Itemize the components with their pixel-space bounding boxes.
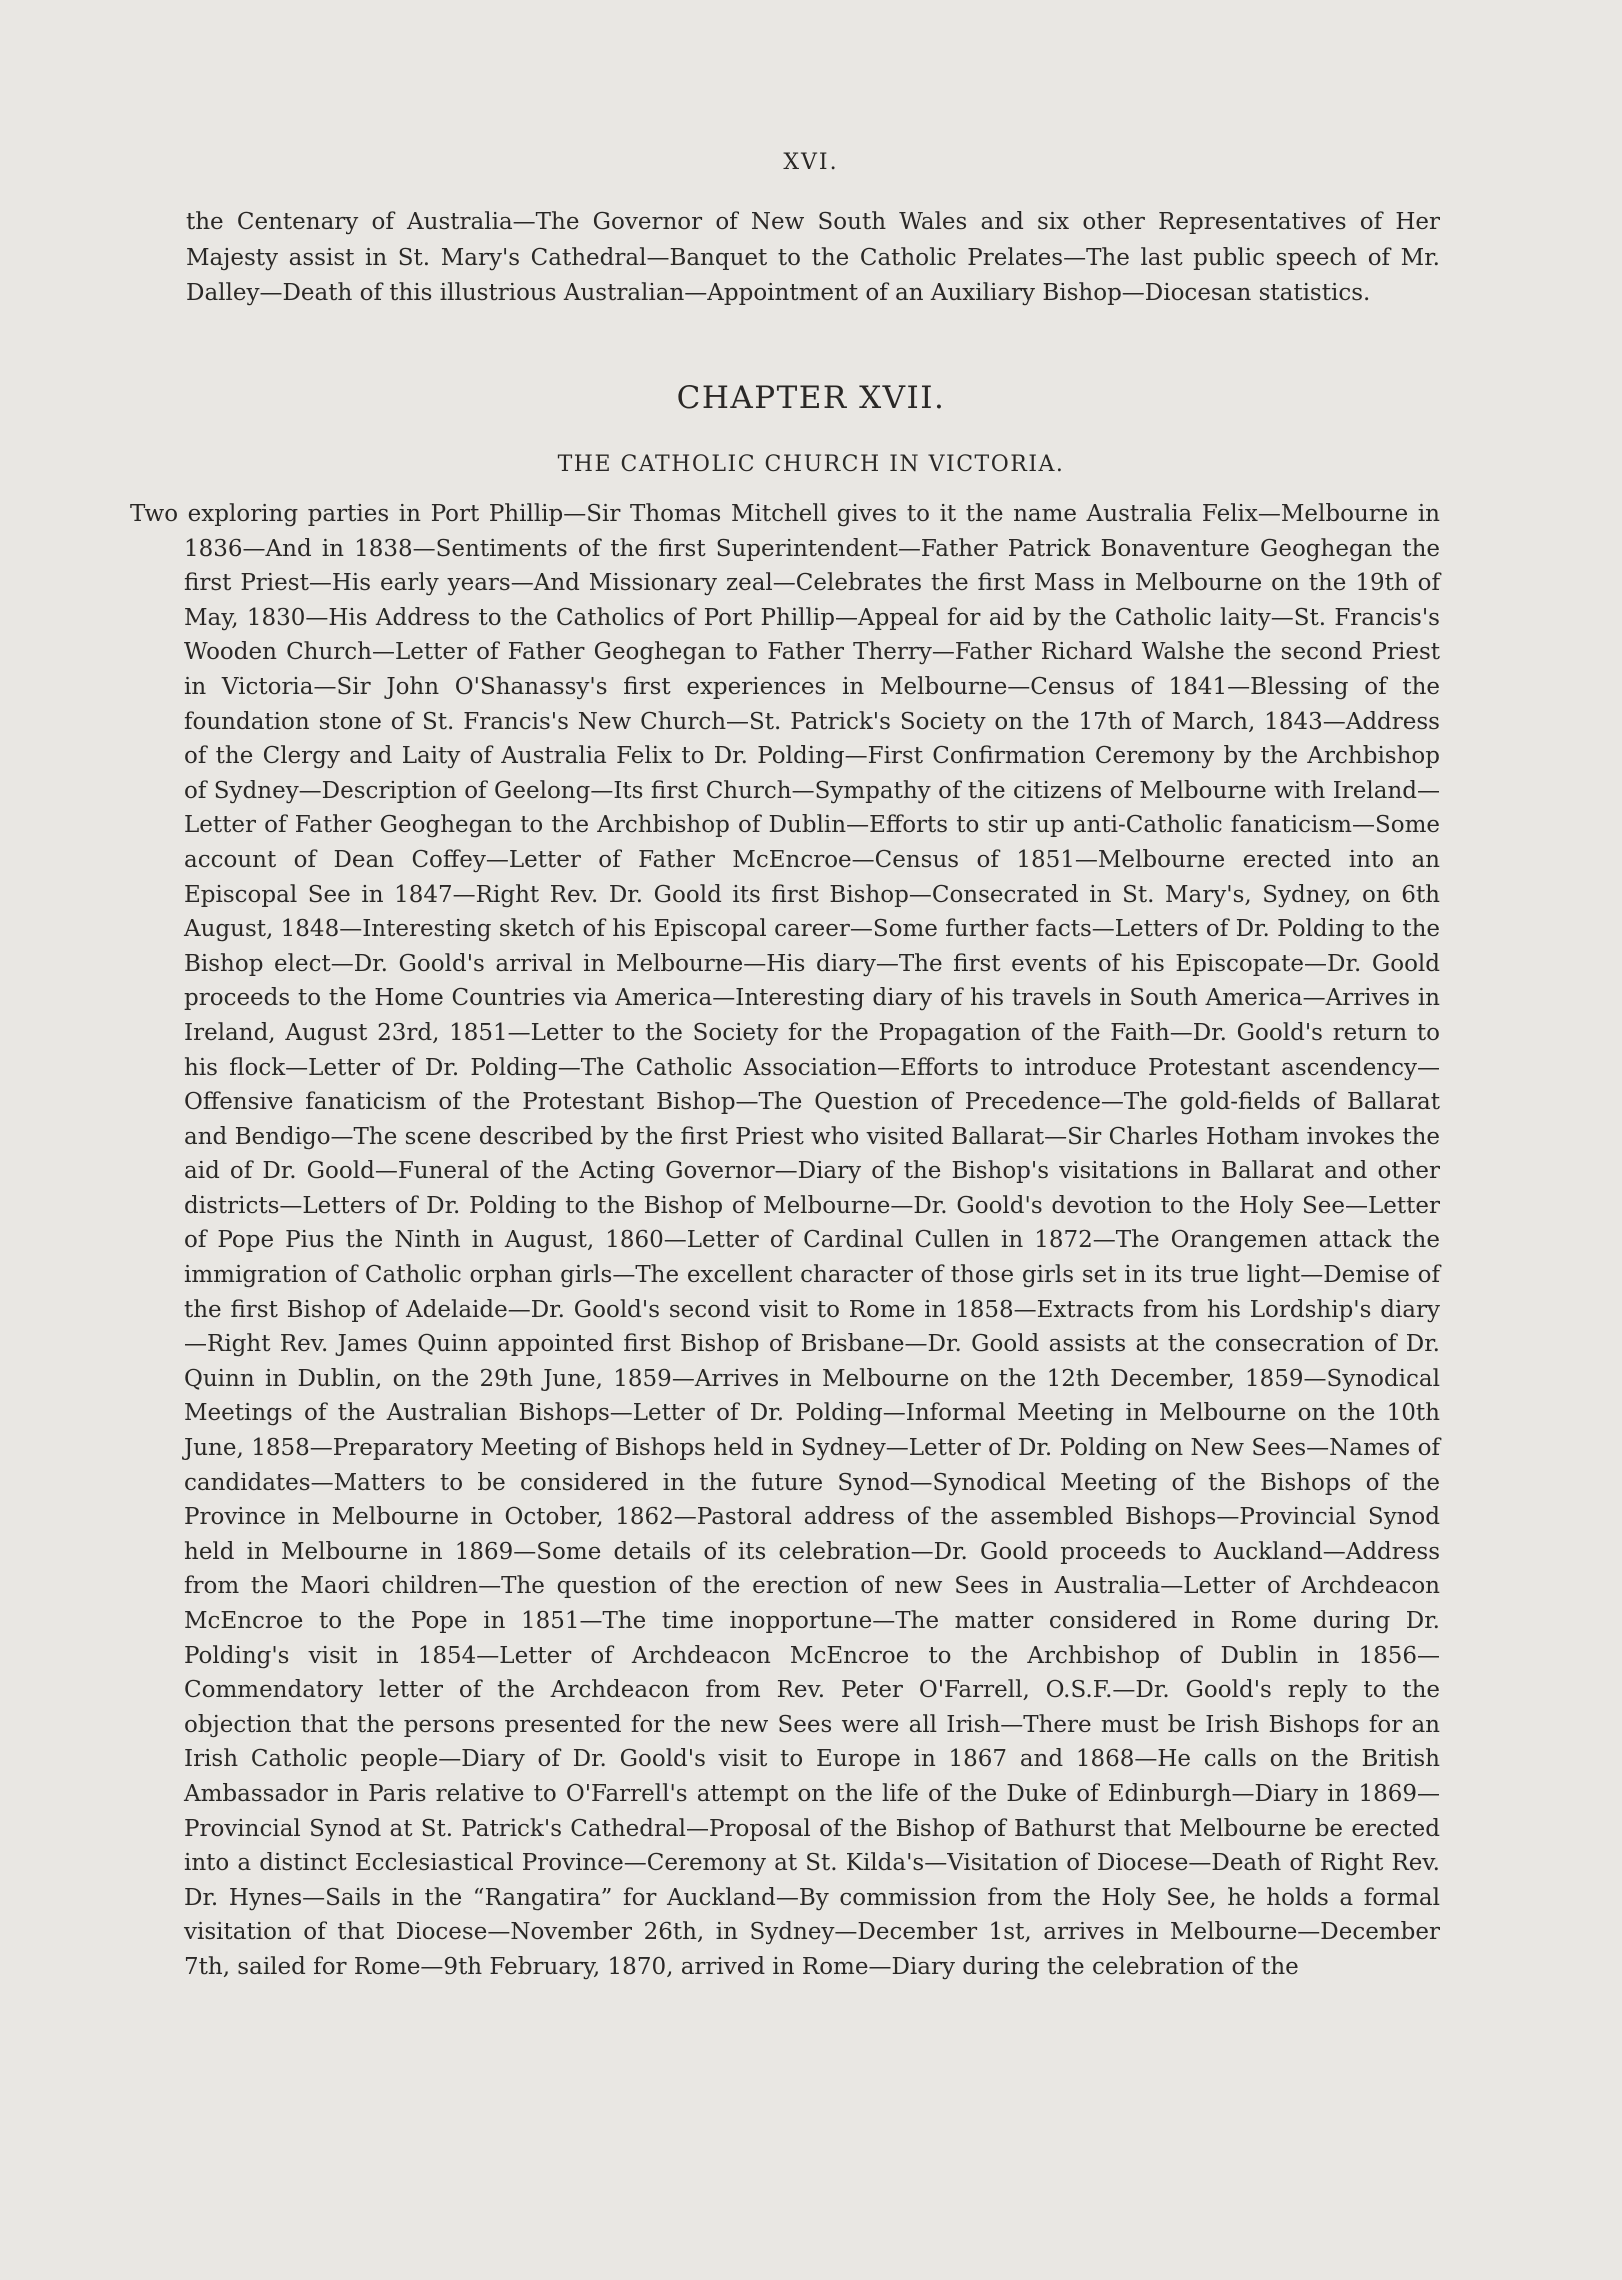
intro-paragraph: the Centenary of Australia—The Governor of New South Wales and six other Representatives of Her Majesty assist in St. Mary's Cathedral—Banquet to the Catholic Prelates—The last public speech of Mr. Dalley—Death of this illustrious Australian—Appointment of an Auxiliary Bishop—Diocesan statistics. bbox=[186, 209, 1440, 306]
chapter-title: CHAPTER XVII. bbox=[676, 380, 946, 416]
chapter-subtitle: THE CATHOLIC CHURCH IN VICTORIA. bbox=[557, 452, 1065, 477]
chapter-synopsis bbox=[130, 497, 1440, 1985]
page-number: XVI. bbox=[783, 150, 839, 175]
chapter-synopsis-text: Two exploring parties in Port Phillip—Sir Thomas Mitchell gives to it the name Australia Felix—Melbourne in 1836—And in 1838—Sentiments of the first Superintendent—Father Patrick Bonaventure Geoghegan the first Priest—His early years—And Missionary zeal—Celebrates the first Mass in Melbourne on the 19th of May, 1830—His Address to the Catholics of Port Phillip—Appeal for aid by the Catholic laity—St. Francis's Wooden Church—Letter of Father Geoghegan to Father Therry—Father Richard Walshe the second Priest in Victoria—Sir John O'Shanassy's first experiences in Melbourne—Census of 1841—Blessing of the foundation stone of St. Francis's New Church—St. Patrick's Society on the 17th of March, 1843—Address of the Clergy and Laity of Australia Felix to Dr. Polding—First Confirmation Ceremony by the Archbishop of Sydney—Description of Geelong—Its first Church—Sympathy of the citizens of Melbourne with Ireland—Letter of Father Geoghegan to the Archbishop of Dublin—Efforts to stir up anti-Catholic fanaticism—Some account of Dean Coffey—Letter of Father McEncroe—Census of 1851—Melbourne erected into an Episcopal See in 1847—Right Rev. Dr. Goold its first Bishop—Consecrated in St. Mary's, Sydney, on 6th August, 1848—Interesting sketch of his Episcopal career—Some further facts—Letters of Dr. Polding to the Bishop elect—Dr. Goold's arrival in Melbourne—His diary—The first events of his Episcopate—Dr. Goold proceeds to the Home Countries via America—Interesting diary of his travels in South America—Arrives in Ireland, August 23rd, 1851—Letter to the Society for the Propagation of the Faith—Dr. Goold's return to his flock—Letter of Dr. Polding—The Catholic Association—Efforts to introduce Protestant ascendency—Offensive fanaticism of the Protestant Bishop—The Question of Precedence—The gold-fields of Ballarat and Bendigo—The scene described by the first Priest who visited Ballarat—Sir Charles Hotham invokes the aid of Dr. Goold—Funeral of the Acting Governor—Diary of the Bishop's visitations in Ballarat and other districts—Letters of Dr. Polding to the Bishop of Melbourne—Dr. Goold's devotion to the Holy See—Letter of Pope Pius the Ninth in August, 1860—Letter of Cardinal Cullen in 1872—The Orangemen attack the immigration of Catholic orphan girls—The excellent character of those girls set in its true light—Demise of the first Bishop of Adelaide—Dr. Goold's second visit to Rome in 1858—Extracts from his Lordship's diary—Right Rev. James Quinn appointed first Bishop of Brisbane—Dr. Goold assists at the consecration of Dr. Quinn in Dublin, on the 29th June, 1859—Arrives in Melbourne on the 12th December, 1859—Synodical Meetings of the Australian Bishops—Letter of Dr. Polding—Informal Meeting in Melbourne on the 10th June, 1858—Preparatory Meeting of Bishops held in Sydney—Letter of Dr. Polding on New Sees—Names of candidates—Matters to be considered in the future Synod—Synodical Meeting of the Bishops of the Province in Melbourne in October, 1862—Pastoral address of the assembled Bishops—Provincial Synod held in Melbourne in 1869—Some details of its celebration—Dr. Goold proceeds to Auckland—Address from the Maori children—The question of the erection of new Sees in Australia—Letter of Archdeacon McEncroe to the Pope in 1851—The time inopportune—The matter considered in Rome during Dr. Polding's visit in 1854—Letter of Archdeacon McEncroe to the Archbishop of Dublin in 1856—Commendatory letter of the Archdeacon from Rev. Peter O'Farrell, O.S.F.—Dr. Goold's reply to the objection that the persons presented for the new Sees were all Irish—There must be Irish Bishops for an Irish Catholic people—Diary of Dr. Goold's visit to Europe in 1867 and 1868—He calls on the British Ambassador in Paris relative to O'Farrell's attempt on the life of the Duke of Edinburgh—Diary in 1869—Provincial Synod at St. Patrick's Cathedral—Proposal of the Bishop of Bathurst that Melbourne be erected into a distinct Ecclesiastical Province—Ceremony at St. Kilda's—Visitation of Diocese—Death of Right Rev. Dr. Hynes—Sails in the “Rangatira” for Auckland—By commission from the Holy See, he holds a formal visitation of that Diocese—November 26th, in Sydney—December 1st, arrives in Melbourne—December 7th, sailed for Rome—9th February, 1870, arrived in Rome—Diary during the celebration of the bbox=[130, 501, 1440, 1980]
